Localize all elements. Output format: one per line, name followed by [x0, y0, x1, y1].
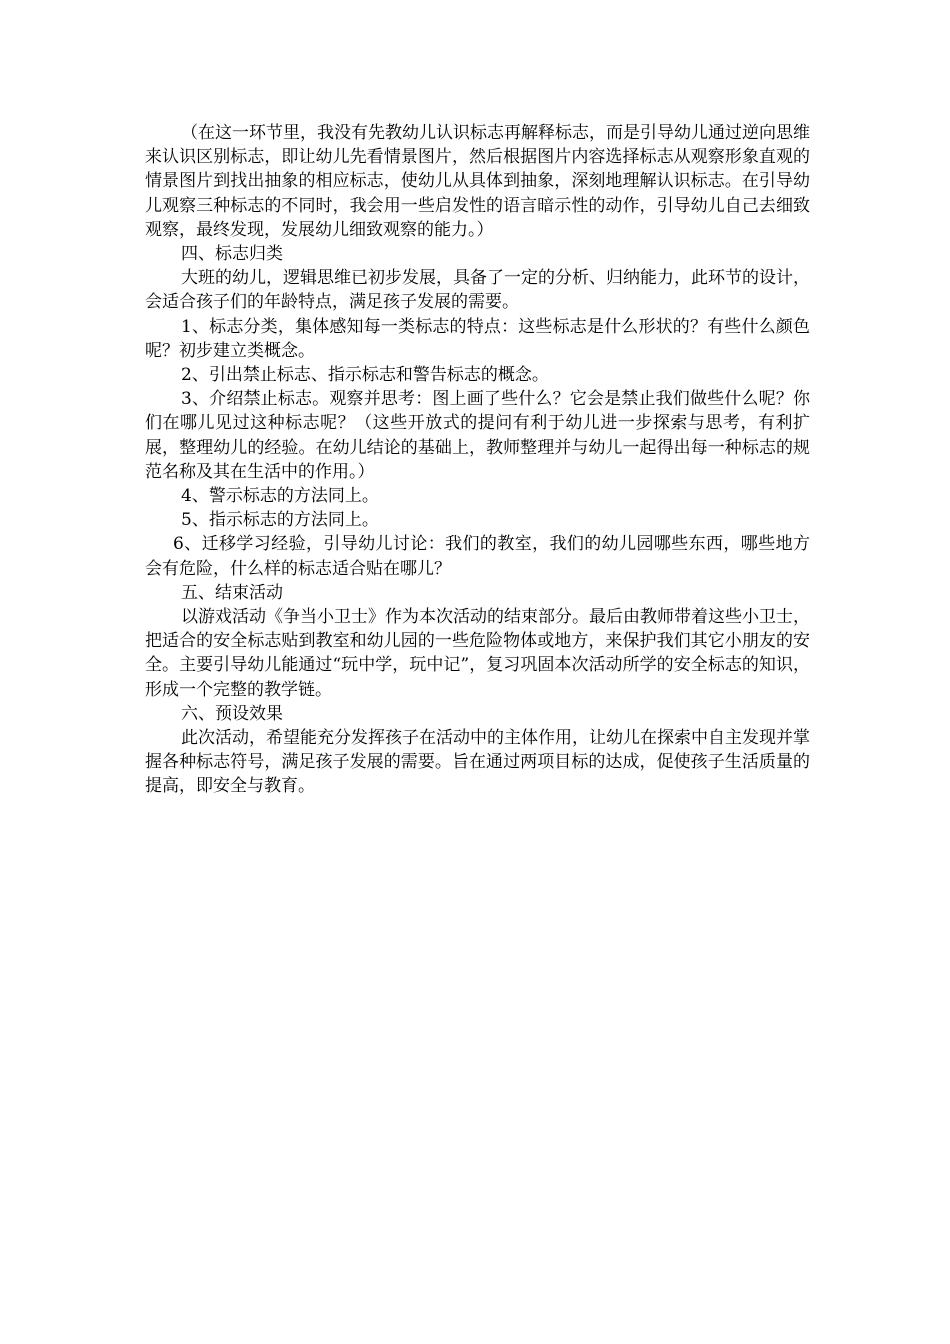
list-item-4: 4、警示标志的方法同上。: [181, 486, 379, 507]
list-item-1: 1、标志分类，集体感知每一类标志的特点：这些标志是什么形状的？有些什么颜色呢？初步建立类概念。: [145, 316, 810, 361]
list-item-5: 5、指示标志的方法同上。: [181, 510, 379, 531]
paragraph-intro-classification: 大班的幼儿，逻辑思维已初步发展，具备了一定的分析、归纳能力，此环节的设计，会适合孩子们的年龄特点，满足孩子发展的需要。: [145, 268, 810, 313]
list-item-2: 2、引出禁止标志、指示标志和警告标志的概念。: [181, 365, 549, 386]
heading-section-four: 四、标志归类: [181, 244, 283, 265]
heading-section-six: 六、预设效果: [181, 703, 283, 724]
list-item-6: 6、迁移学习经验，引导幼儿讨论：我们的教室，我们的幼儿园哪些东西，哪些地方会有危险，什么样的标志适合贴在哪儿？: [145, 534, 810, 579]
list-item-3: 3、介绍禁止标志。观察并思考：图上画了些什么？它会是禁止我们做些什么呢？你们在哪儿见过这种标志呢？（这些开放式的提问有利于幼儿进一步探索与思考，有利扩展，整理幼儿的经验。在幼儿结论的基础上，教师整理并与幼儿一起得出每一种标志的规范名称及其在生活中的作用。）: [145, 389, 810, 482]
paragraph-ending-activity: 以游戏活动《争当小卫士》作为本次活动的结束部分。最后由教师带着这些小卫士，把适合的安全标志贴到教室和幼儿园的一些危险物体或地方，来保护我们其它小朋友的安全。主要引导幼儿能通过“玩中学，玩中记”，复习巩固本次活动所学的安全标志的知识，形成一个完整的教学链。: [145, 607, 810, 700]
paragraph-reflection: （在这一环节里，我没有先教幼儿认识标志再解释标志，而是引导幼儿通过逆向思维来认识区别标志，即让幼儿先看情景图片，然后根据图片内容选择标志从观察形象直观的情景图片到找出抽象的相应标志，使幼儿从具体到抽象，深刻地理解认识标志。在引导幼儿观察三种标志的不同时，我会用一些启发性的语言暗示性的动作，引导幼儿自己去细致观察，最终发现，发展幼儿细致观察的能力。）: [145, 123, 810, 240]
heading-section-five: 五、结束活动: [181, 582, 283, 603]
document-page: [145, 121, 810, 799]
paragraph-expected-effect: 此次活动，希望能充分发挥孩子在活动中的主体作用，让幼儿在探索中自主发现并掌握各种标志符号，满足孩子发展的需要。旨在通过两项目标的达成，促使孩子生活质量的提高，即安全与教育。: [145, 728, 810, 797]
